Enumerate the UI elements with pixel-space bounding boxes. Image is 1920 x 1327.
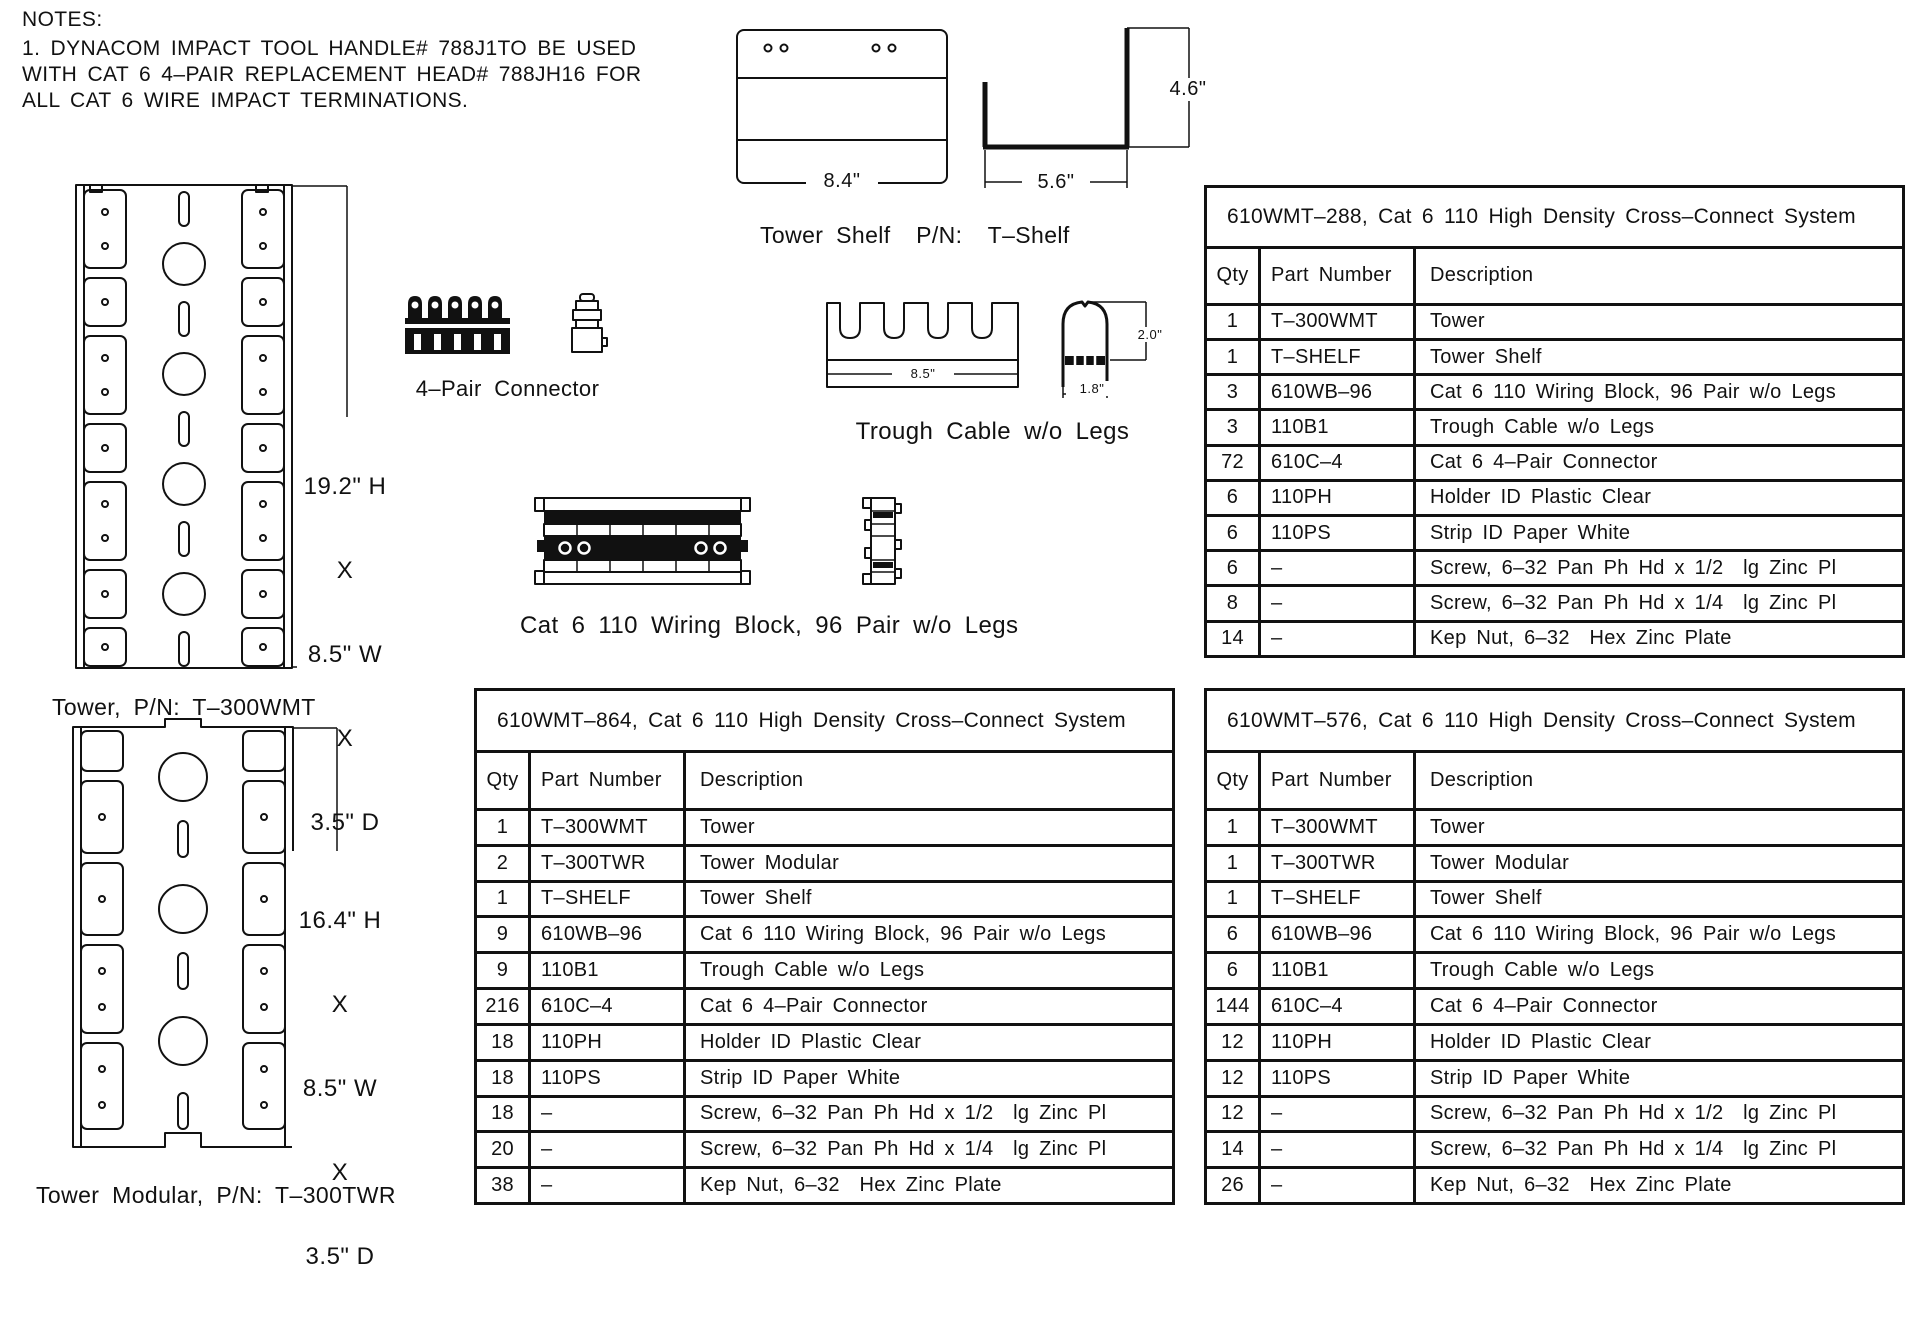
- bom-row: [1206, 809, 1904, 845]
- shelf-width-dimension: 8.4": [806, 170, 878, 193]
- qty-cell: 6: [1206, 516, 1260, 551]
- tower-caption: Tower, P/N: T–300WMT: [52, 694, 316, 720]
- qty-cell: 26: [1206, 1168, 1260, 1204]
- part-number-cell: 110B1: [1260, 953, 1415, 989]
- column-header-part-number: Part Number: [1260, 247, 1415, 304]
- four-pair-connector-caption: 4–Pair Connector: [415, 376, 600, 401]
- part-number-cell: 610C–4: [530, 989, 685, 1025]
- qty-cell: 18: [476, 1096, 530, 1132]
- description-cell: Trough Cable w/o Legs: [1415, 953, 1904, 989]
- dimension-label: X: [336, 725, 354, 752]
- qty-cell: 1: [1206, 845, 1260, 881]
- tower-modular-caption: Tower Modular, P/N: T–300TWR: [36, 1182, 396, 1208]
- description-cell: Holder ID Plastic Clear: [685, 1024, 1174, 1060]
- qty-cell: 1: [476, 881, 530, 917]
- part-number-cell: 110PH: [1260, 480, 1415, 515]
- qty-cell: 14: [1206, 1132, 1260, 1168]
- bom-row: [1206, 1132, 1904, 1168]
- part-number-cell: –: [1260, 1132, 1415, 1168]
- bom-row: [476, 845, 1174, 881]
- tower-modular-dimensions: [292, 851, 388, 1327]
- description-cell: Kep Nut, 6–32 Hex Zinc Plate: [685, 1168, 1174, 1204]
- description-cell: Cat 6 110 Wiring Block, 96 Pair w/o Legs: [685, 917, 1174, 953]
- description-cell: Holder ID Plastic Clear: [1415, 480, 1904, 515]
- qty-cell: 1: [1206, 304, 1260, 339]
- description-cell: Cat 6 4–Pair Connector: [1415, 445, 1904, 480]
- part-number-cell: T–300TWR: [530, 845, 685, 881]
- trough-depth-dimension: 1.8": [1066, 381, 1118, 396]
- qty-cell: 6: [1206, 953, 1260, 989]
- description-cell: Kep Nut, 6–32 Hex Zinc Plate: [1415, 621, 1904, 656]
- dimension-label: 8.5" W: [302, 1075, 378, 1102]
- description-cell: Screw, 6–32 Pan Ph Hd x 1/2 lg Zinc Pl: [685, 1096, 1174, 1132]
- dimension-label: X: [336, 557, 354, 584]
- bom-row: [476, 1132, 1174, 1168]
- part-number-cell: –: [1260, 1096, 1415, 1132]
- bom-row: [476, 1024, 1174, 1060]
- qty-cell: 9: [476, 953, 530, 989]
- column-header-part-number: Part Number: [530, 752, 685, 810]
- qty-cell: 1: [1206, 881, 1260, 917]
- bom-table-610wmt-576: [1204, 688, 1905, 1205]
- description-cell: Tower Shelf: [1415, 340, 1904, 375]
- qty-cell: 18: [476, 1024, 530, 1060]
- bom-row: [1206, 953, 1904, 989]
- description-cell: Holder ID Plastic Clear: [1415, 1024, 1904, 1060]
- part-number-cell: 110PS: [1260, 1060, 1415, 1096]
- qty-cell: 1: [1206, 809, 1260, 845]
- bom-header-row: [1206, 752, 1904, 810]
- bom-table-610wmt-288: [1204, 185, 1905, 658]
- description-cell: Screw, 6–32 Pan Ph Hd x 1/4 lg Zinc Pl: [685, 1132, 1174, 1168]
- part-number-cell: T–SHELF: [1260, 881, 1415, 917]
- bom-title-row: [1206, 690, 1904, 752]
- part-number-cell: T–SHELF: [1260, 340, 1415, 375]
- column-header-qty: Qty: [476, 752, 530, 810]
- bom-row: [1206, 480, 1904, 515]
- description-cell: Tower Modular: [1415, 845, 1904, 881]
- bom-row: [1206, 586, 1904, 621]
- description-cell: Cat 6 4–Pair Connector: [1415, 989, 1904, 1025]
- description-cell: Tower: [1415, 809, 1904, 845]
- bom-table-title: 610WMT–576, Cat 6 110 High Density Cross–Connect System: [1206, 690, 1904, 752]
- part-number-cell: 110PH: [530, 1024, 685, 1060]
- qty-cell: 2: [476, 845, 530, 881]
- bom-row: [476, 809, 1174, 845]
- description-cell: Tower: [685, 809, 1174, 845]
- qty-cell: 72: [1206, 445, 1260, 480]
- bom-row: [1206, 1024, 1904, 1060]
- column-header-qty: Qty: [1206, 247, 1260, 304]
- qty-cell: 6: [1206, 917, 1260, 953]
- wiring-block-caption: Cat 6 110 Wiring Block, 96 Pair w/o Legs: [520, 612, 1019, 639]
- description-cell: Tower: [1415, 304, 1904, 339]
- description-cell: Screw, 6–32 Pan Ph Hd x 1/2 lg Zinc Pl: [1415, 551, 1904, 586]
- dimension-label: 19.2" H: [303, 473, 387, 500]
- part-number-cell: 110B1: [530, 953, 685, 989]
- part-number-cell: 610WB–96: [1260, 917, 1415, 953]
- trough-cable-caption: Trough Cable w/o Legs: [855, 418, 1130, 445]
- part-number-cell: T–300TWR: [1260, 845, 1415, 881]
- description-cell: Strip ID Paper White: [685, 1060, 1174, 1096]
- description-cell: Kep Nut, 6–32 Hex Zinc Plate: [1415, 1168, 1904, 1204]
- part-number-cell: –: [1260, 621, 1415, 656]
- bom-row: [1206, 551, 1904, 586]
- description-cell: Trough Cable w/o Legs: [1415, 410, 1904, 445]
- bom-row: [476, 881, 1174, 917]
- tower-shelf-caption: Tower Shelf P/N: T–Shelf: [760, 222, 1070, 248]
- description-cell: Trough Cable w/o Legs: [685, 953, 1174, 989]
- description-cell: Screw, 6–32 Pan Ph Hd x 1/2 lg Zinc Pl: [1415, 1096, 1904, 1132]
- wiring-block-drawing: [525, 490, 920, 590]
- column-header-qty: Qty: [1206, 752, 1260, 810]
- bom-row: [1206, 1060, 1904, 1096]
- part-number-cell: –: [530, 1168, 685, 1204]
- qty-cell: 1: [476, 809, 530, 845]
- part-number-cell: –: [1260, 586, 1415, 621]
- bom-title-row: [476, 690, 1174, 752]
- shelf-height-dimension: 4.6": [1152, 78, 1224, 101]
- bom-row: [1206, 1168, 1904, 1204]
- bom-row: [1206, 410, 1904, 445]
- part-number-cell: –: [1260, 551, 1415, 586]
- part-number-cell: 610C–4: [1260, 445, 1415, 480]
- trough-height-dimension: 2.0": [1126, 327, 1174, 342]
- bom-table-title: 610WMT–288, Cat 6 110 High Density Cross–Connect System: [1206, 187, 1904, 248]
- part-number-cell: 610WB–96: [530, 917, 685, 953]
- note-line: ALL CAT 6 WIRE IMPACT TERMINATIONS.: [22, 89, 469, 112]
- qty-cell: 18: [476, 1060, 530, 1096]
- bom-row: [476, 1168, 1174, 1204]
- part-number-cell: T–SHELF: [530, 881, 685, 917]
- dimension-label: 3.5" D: [310, 809, 380, 836]
- qty-cell: 14: [1206, 621, 1260, 656]
- bom-row: [1206, 881, 1904, 917]
- qty-cell: 12: [1206, 1060, 1260, 1096]
- part-number-cell: T–300WMT: [1260, 304, 1415, 339]
- part-number-cell: 110B1: [1260, 410, 1415, 445]
- description-cell: Cat 6 110 Wiring Block, 96 Pair w/o Legs: [1415, 375, 1904, 410]
- description-cell: Screw, 6–32 Pan Ph Hd x 1/4 lg Zinc Pl: [1415, 1132, 1904, 1168]
- tower-shelf-side-drawing: [975, 20, 1215, 205]
- bom-header-row: [1206, 247, 1904, 304]
- qty-cell: 1: [1206, 340, 1260, 375]
- bom-row: [1206, 845, 1904, 881]
- qty-cell: 20: [476, 1132, 530, 1168]
- qty-cell: 3: [1206, 375, 1260, 410]
- bom-row: [1206, 989, 1904, 1025]
- description-cell: Cat 6 4–Pair Connector: [685, 989, 1174, 1025]
- note-line: 1. DYNACOM IMPACT TOOL HANDLE# 788J1TO BE USED: [22, 37, 637, 60]
- qty-cell: 6: [1206, 551, 1260, 586]
- bom-row: [1206, 1096, 1904, 1132]
- description-cell: Tower Shelf: [1415, 881, 1904, 917]
- bom-row: [1206, 445, 1904, 480]
- part-number-cell: 110PS: [1260, 516, 1415, 551]
- qty-cell: 8: [1206, 586, 1260, 621]
- shelf-depth-dimension: 5.6": [1022, 171, 1090, 194]
- qty-cell: 3: [1206, 410, 1260, 445]
- dimension-label: 8.5" W: [307, 641, 383, 668]
- description-cell: Screw, 6–32 Pan Ph Hd x 1/4 lg Zinc Pl: [1415, 586, 1904, 621]
- bom-title-row: [1206, 187, 1904, 248]
- qty-cell: 12: [1206, 1024, 1260, 1060]
- bom-row: [476, 953, 1174, 989]
- qty-cell: 216: [476, 989, 530, 1025]
- bom-row: [476, 989, 1174, 1025]
- bom-row: [1206, 304, 1904, 339]
- bom-row: [1206, 516, 1904, 551]
- description-cell: Cat 6 110 Wiring Block, 96 Pair w/o Legs: [1415, 917, 1904, 953]
- dimension-label: 3.5" D: [305, 1243, 375, 1270]
- bom-table-610wmt-864: [474, 688, 1175, 1205]
- bom-table-title: 610WMT–864, Cat 6 110 High Density Cross–Connect System: [476, 690, 1174, 752]
- bom-row: [1206, 917, 1904, 953]
- part-number-cell: T–300WMT: [530, 809, 685, 845]
- dimension-label: X: [331, 1159, 349, 1186]
- note-line: WITH CAT 6 4–PAIR REPLACEMENT HEAD# 788JH16 FOR: [22, 63, 642, 86]
- trough-width-dimension: 8.5": [892, 366, 954, 381]
- part-number-cell: 610C–4: [1260, 989, 1415, 1025]
- part-number-cell: 110PS: [530, 1060, 685, 1096]
- notes-title: NOTES:: [22, 8, 103, 31]
- part-number-cell: –: [530, 1096, 685, 1132]
- bom-row: [476, 917, 1174, 953]
- part-number-cell: T–300WMT: [1260, 809, 1415, 845]
- qty-cell: 144: [1206, 989, 1260, 1025]
- part-number-cell: –: [1260, 1168, 1415, 1204]
- bom-row: [1206, 340, 1904, 375]
- bom-row: [1206, 621, 1904, 656]
- bom-row: [476, 1060, 1174, 1096]
- qty-cell: 6: [1206, 480, 1260, 515]
- column-header-description: Description: [685, 752, 1174, 810]
- bom-row: [1206, 375, 1904, 410]
- description-cell: Strip ID Paper White: [1415, 1060, 1904, 1096]
- description-cell: Tower Shelf: [685, 881, 1174, 917]
- bom-header-row: [476, 752, 1174, 810]
- part-number-cell: 110PH: [1260, 1024, 1415, 1060]
- qty-cell: 38: [476, 1168, 530, 1204]
- qty-cell: 12: [1206, 1096, 1260, 1132]
- column-header-description: Description: [1415, 247, 1904, 304]
- qty-cell: 9: [476, 917, 530, 953]
- bom-row: [476, 1096, 1174, 1132]
- four-pair-connector-drawing: [400, 292, 615, 362]
- description-cell: Tower Modular: [685, 845, 1174, 881]
- description-cell: Strip ID Paper White: [1415, 516, 1904, 551]
- dimension-label: X: [331, 991, 349, 1018]
- column-header-description: Description: [1415, 752, 1904, 810]
- part-number-cell: 610WB–96: [1260, 375, 1415, 410]
- column-header-part-number: Part Number: [1260, 752, 1415, 810]
- dimension-label: 16.4" H: [298, 907, 382, 934]
- part-number-cell: –: [530, 1132, 685, 1168]
